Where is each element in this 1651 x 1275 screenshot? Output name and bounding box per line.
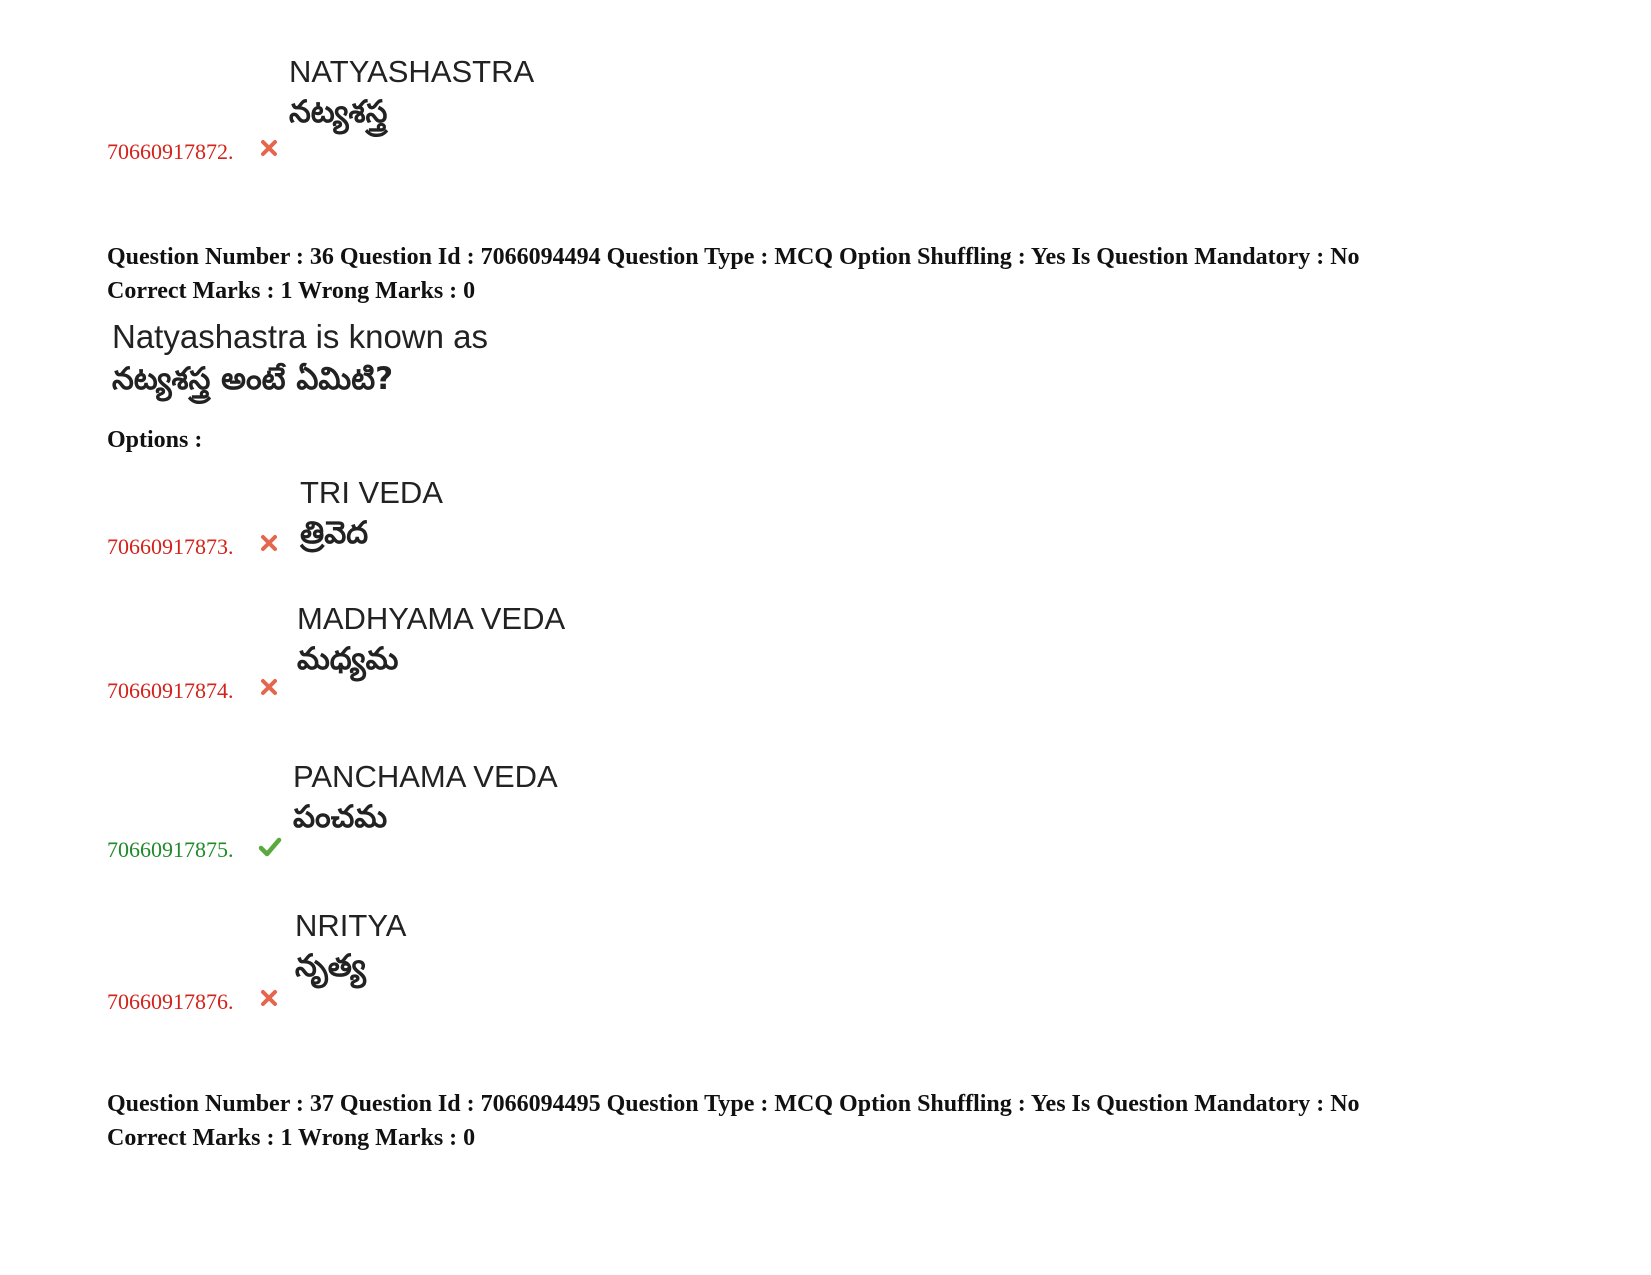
option-text-te: త్రివెద [300, 515, 369, 551]
option-image [293, 757, 558, 837]
option-text-te: నట్యశస్త్ర [289, 94, 388, 130]
cross-icon [259, 533, 279, 553]
question-marks-line: Correct Marks : 1 Wrong Marks : 0 [107, 278, 476, 304]
check-icon [258, 836, 282, 858]
option-text-en: NATYASHASTRA [289, 54, 535, 89]
cross-icon [259, 677, 279, 697]
question-meta [107, 1087, 1360, 1155]
question-meta [107, 240, 1360, 308]
option-text-te: పంచమ [293, 799, 388, 835]
cross-icon [259, 988, 279, 1008]
question-image [112, 316, 488, 400]
option-id: 70660917872. [107, 139, 234, 164]
option-id: 70660917874. [107, 678, 234, 703]
option-text-en: NRITYA [295, 908, 407, 943]
question-meta-line1: Question Number : 37 Question Id : 7066094495 Question Type : MCQ Option Shuffling : Yes Is Question Mandatory : No [107, 1091, 1360, 1117]
question-text-te: నట్యశస్త్ర అంటే ఏమిటి? [112, 361, 394, 397]
option-id: 70660917875. [107, 837, 234, 862]
option-text-te: నృత్య [295, 948, 366, 984]
cross-icon [259, 138, 279, 158]
option-text-en: TRI VEDA [300, 475, 443, 510]
option-image [295, 906, 406, 986]
option-id: 70660917873. [107, 534, 234, 559]
option-text-en: PANCHAMA VEDA [293, 759, 558, 794]
option-text-te: మధ్యమ [297, 641, 399, 677]
option-text-en: MADHYAMA VEDA [297, 601, 566, 636]
option-image [300, 473, 443, 553]
question-meta-line1: Question Number : 36 Question Id : 7066094494 Question Type : MCQ Option Shuffling : Yes Is Question Mandatory : No [107, 244, 1360, 270]
option-image [297, 599, 565, 679]
option-image [289, 52, 534, 132]
option-id: 70660917876. [107, 989, 234, 1014]
options-label: Options : [107, 427, 203, 453]
question-marks-line: Correct Marks : 1 Wrong Marks : 0 [107, 1125, 476, 1151]
question-text-en: Natyashastra is known as [112, 318, 489, 355]
